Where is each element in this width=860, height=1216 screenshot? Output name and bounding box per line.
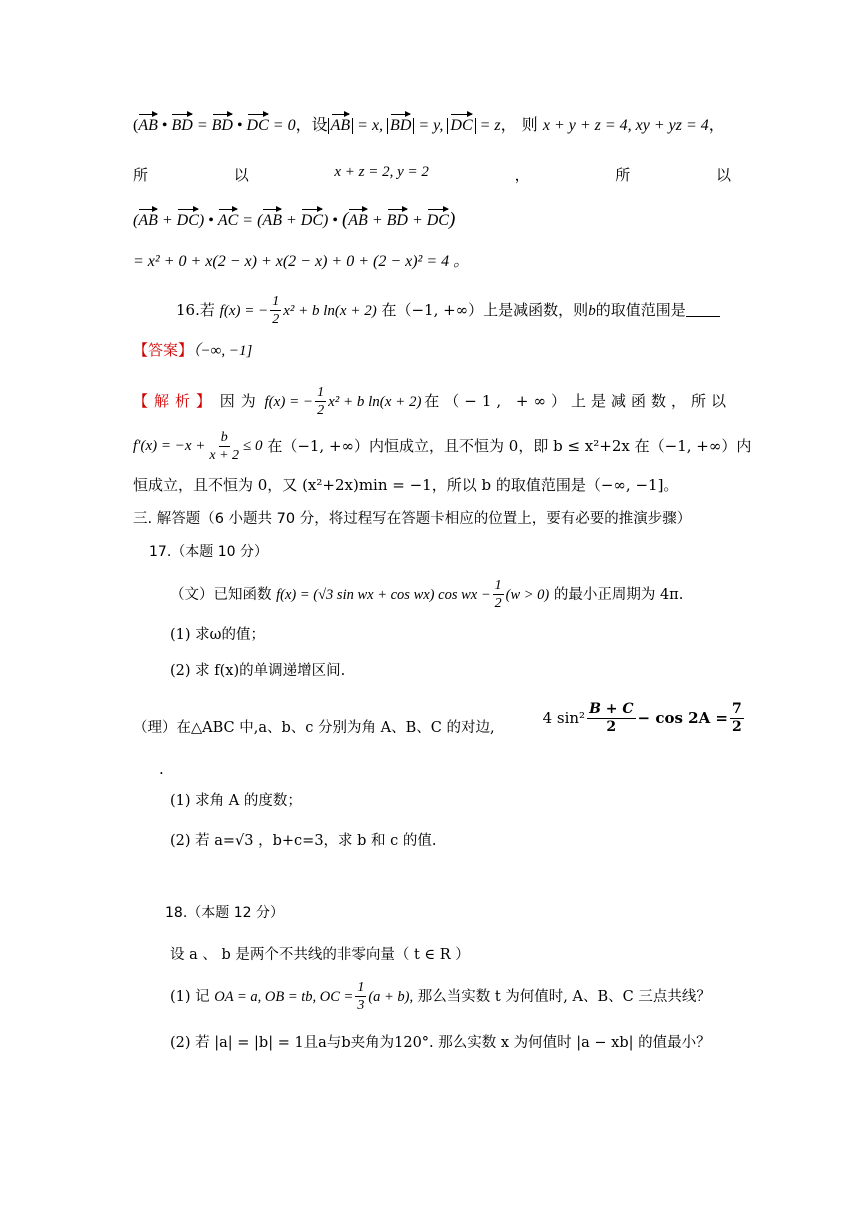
word-suo: 所	[133, 166, 149, 184]
derivative-lhs: f′(x) = −x +	[133, 438, 206, 455]
section3-title: 三. 解答题（6 小题共 70 分，将过程写在答题卡相应的位置上，要有必要的推演步骤）	[133, 511, 692, 527]
question17-wen	[170, 578, 683, 612]
frac-num: b	[219, 430, 230, 447]
li-q2: (2) 若 a=√3 ，b+c=3，求 b 和 c 的值.	[170, 833, 437, 849]
equation-xz: x + z = 2, y = 2	[334, 164, 429, 180]
frac-den: 2	[272, 312, 280, 328]
frac-den: 2	[606, 719, 617, 736]
frac-num: 1	[493, 578, 504, 595]
wen-q1: (1) 求ω的值；	[170, 627, 265, 643]
answer16	[133, 343, 252, 359]
question17-li	[133, 702, 746, 736]
li-eq-b: − cos 2A =	[637, 709, 728, 728]
analysis-func-rest: x² + b ln(x + 2)	[328, 393, 422, 410]
frac-den: 3	[357, 998, 365, 1014]
li-equation	[543, 702, 746, 736]
li-q1: (1) 求角 A 的度数；	[170, 793, 302, 809]
derivative-fraction	[207, 430, 241, 464]
analysis16-line1	[133, 385, 731, 419]
q16-var-b: b	[588, 302, 596, 319]
question-number: 16.	[176, 300, 200, 319]
q16-text-a: 在（−1, +∞）上是减函数，则	[381, 300, 589, 319]
word-suo-2: 所	[615, 166, 631, 184]
q16-prefix: 若	[199, 300, 215, 319]
solution15-line1: (AB • BD = BD • DC = 0，设 AB = x, BD = y, DC = z， 则 x + y + z = 4, xy + yz = 4，	[133, 115, 725, 134]
frac-den: x + 2	[209, 448, 240, 464]
wen-fraction	[493, 578, 504, 612]
answer-value: （−∞, −1]	[193, 343, 253, 359]
frac-num: 7	[730, 702, 744, 719]
li-eq-a: 4 sin²	[542, 709, 586, 728]
q16-text-b: 的取值范围是	[595, 300, 686, 319]
q1-fraction	[355, 980, 366, 1014]
q1-text: 那么当实数 t 为何值时, A、B、C 三点共线？	[417, 988, 711, 1005]
analysis16-line3: 恒成立，且不恒为 0，又 (x²+2x)min = −1，所以 b 的取值范围是（−∞, −1]。	[133, 476, 679, 494]
question17-header: 17.（本题 10 分）	[149, 544, 268, 560]
li-prefix: （理）在△ABC 中,a、b、c 分别为角 A、B、C 的对边,	[133, 719, 495, 736]
q1-eq: OA = a, OB = tb, OC =	[214, 988, 354, 1005]
question18-header: 18.（本题 12 分）	[165, 905, 284, 921]
q16-fraction	[270, 294, 281, 328]
analysis-text-c: 在（−1, +∞）内恒成立，且不恒为 0，即 b ≤ x²+2x 在（−1, +∞）内	[267, 437, 752, 456]
question18-q2: (2) 若 |a| = |b| = 1且a与b夹角为120°. 那么实数 x 为何值时 |a − xb| 的值最小？	[170, 1035, 711, 1051]
frac-num: 1	[355, 980, 366, 997]
analysis-text-a: 因为	[219, 392, 262, 411]
wen-func: f(x) = (√3 sin wx + cos wx) cos wx −	[276, 586, 491, 603]
answer-blank	[686, 316, 720, 317]
analysis-func: f(x) = −	[264, 393, 314, 410]
analysis16-line2	[133, 430, 751, 464]
li-eq-fraction	[587, 702, 635, 736]
frac-num: 1	[270, 294, 281, 311]
frac-den: 2	[317, 403, 325, 419]
answer-label: 【答案】	[133, 341, 194, 359]
q1-prefix: (1) 记	[170, 988, 210, 1005]
wen-prefix: （文）已知函数	[170, 586, 272, 603]
comma: ，	[514, 166, 530, 184]
word-yi: 以	[233, 166, 249, 184]
q16-func-rhs: x² + b ln(x + 2)	[283, 302, 377, 319]
analysis-label: 【解析】	[133, 392, 218, 411]
wen-q2: (2) 求 f(x)的单调递增区间.	[170, 663, 346, 679]
question18-q1	[170, 980, 711, 1014]
q16-func-lhs: f(x) = −	[219, 302, 269, 319]
solution15-line2	[133, 164, 731, 185]
wen-cond: (w > 0)	[505, 586, 550, 603]
wen-suffix: 的最小正周期为 4π.	[553, 586, 684, 603]
q1-eq2: (a + b),	[368, 988, 414, 1005]
analysis-fraction	[315, 385, 326, 419]
question16	[176, 294, 720, 328]
analysis-text-b: 在（−1, +∞）上是减函数，所以	[424, 392, 731, 411]
word-yi-2: 以	[715, 166, 731, 184]
li-eq-rfraction	[730, 702, 744, 736]
solution15-line4: = x² + 0 + x(2 − x) + x(2 − x) + 0 + (2 − x)² = 4 。	[133, 253, 470, 270]
frac-num: B + C	[587, 702, 635, 719]
question18-intro: 设 a 、 b 是两个不共线的非零向量（ t ∈ R ）	[170, 947, 470, 963]
frac-num: 1	[315, 385, 326, 402]
derivative-rest: ≤ 0	[243, 438, 263, 455]
frac-den: 2	[732, 719, 742, 736]
solution15-line3: (AB + DC) • AC = (AB + DC) • (AB + BD + DC)	[133, 209, 456, 230]
frac-den: 2	[494, 596, 502, 612]
li-dot: .	[159, 760, 164, 778]
